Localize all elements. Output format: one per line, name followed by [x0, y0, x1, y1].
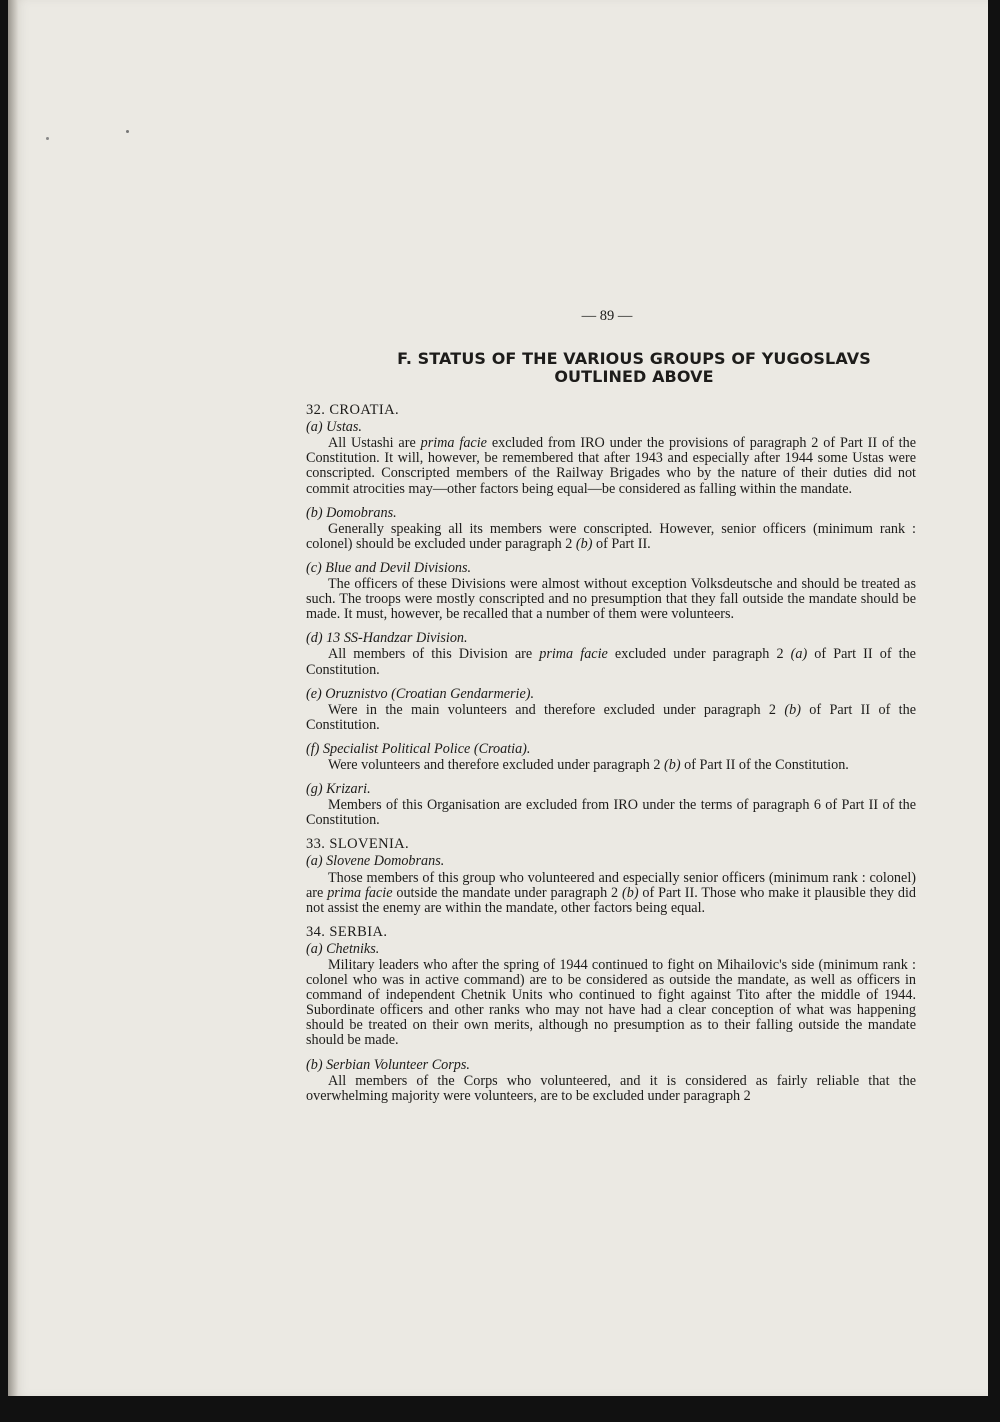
subsection-label: (a) Ustas. — [306, 419, 362, 436]
text-run: of Part II of the Constitution. — [306, 701, 916, 733]
paragraph — [306, 703, 916, 733]
paragraph — [306, 522, 916, 552]
speck — [46, 137, 49, 140]
italic-term: (b) — [784, 701, 801, 718]
subsection-label: (g) Krizari. — [306, 781, 371, 798]
subsection-label: (a) Slovene Domobrans. — [306, 853, 445, 870]
paragraph — [306, 958, 916, 1049]
italic-term: (a) — [790, 646, 808, 663]
text-run: Generally speaking all its members were conscripted. However, senior officers (minimum rank : colonel) should be excluded under paragraph 2 — [306, 520, 916, 552]
text-run: All members of this Division are — [328, 646, 540, 663]
text-run: Military leaders who after the spring of 1944 continued to fight on Mihailovic's side (minimum rank : colonel who was in active command) are to be considered as outside the mandate, as well as officers in command of independent Chetnik Units who continued to fight against Tito after the middle of 1944. Subordinate officers and other ranks who may not have had a clear conception of what was happening should be treated on their own merits, although no presumption as to their falling outside the mandate should be made. — [306, 957, 916, 1049]
subsection-label: (b) Domobrans. — [306, 504, 397, 521]
text-run: Were in the main volunteers and therefore excluded under paragraph 2 — [328, 701, 785, 718]
text-run: of Part II of the Constitution. — [306, 646, 916, 678]
page-body — [306, 309, 916, 1113]
section-title: 32. CROATIA. — [306, 402, 400, 419]
italic-term: (b) — [622, 884, 639, 901]
text-run: Members of this Organisation are excluded from IRO under the terms of paragraph 6 of Part II of the Constitution. — [306, 797, 916, 829]
speck — [126, 130, 129, 133]
paragraph — [306, 758, 916, 773]
paragraph — [306, 798, 916, 828]
italic-term: prima facie — [420, 435, 487, 452]
text-run: All members of the Corps who volunteered, and it is considered as fairly reliable that the overwhelming majority were volunteers, are to be excluded under paragraph 2 — [306, 1072, 916, 1104]
paragraph — [306, 647, 916, 677]
text-run: All Ustashi are — [328, 435, 421, 452]
paragraph — [306, 1074, 916, 1104]
text-run: of Part II. Those who make it plausible they did not assist the enemy are within the mandate, other factors being equal. — [306, 884, 917, 916]
subsection-label: (c) Blue and Devil Divisions. — [306, 559, 472, 576]
text-run: excluded under paragraph 2 — [607, 646, 791, 663]
subsection-label: (d) 13 SS-Handzar Division. — [306, 630, 468, 647]
text-run: Those members of this group who volunteered and especially senior officers (minimum rank : colonel) are — [306, 869, 916, 901]
paragraph — [306, 436, 916, 496]
heading-line: OUTLINED ABOVE — [554, 367, 714, 387]
sections — [306, 403, 916, 1104]
section-title: 33. SLOVENIA. — [306, 836, 410, 853]
text-run: of Part II. — [592, 535, 651, 552]
text-run: of Part II of the Constitution. — [680, 756, 849, 773]
italic-term: prima facie — [327, 884, 393, 901]
subsection-label: (e) Oruznistvo (Croatian Gendarmerie). — [306, 685, 535, 702]
paragraph — [306, 577, 916, 622]
italic-term: (b) — [664, 756, 681, 773]
page-number: — 89 — — [581, 308, 633, 324]
text-run: The officers of these Divisions were almost without exception Volksdeutsche and should be treated as such. The troops were mostly conscripted and no presumption that they fall outside the mandate should be made. It must, however, be recalled that a number of them were volunteers. — [306, 576, 916, 623]
section-title: 34. SERBIA. — [306, 923, 388, 940]
subsection-label: (a) Chetniks. — [306, 940, 380, 957]
italic-term: prima facie — [539, 646, 608, 663]
section-heading — [346, 350, 922, 386]
document-page — [8, 0, 988, 1396]
text-run: Were volunteers and therefore excluded under paragraph 2 — [328, 756, 665, 773]
paragraph — [306, 871, 916, 916]
heading-line: F. STATUS OF THE VARIOUS GROUPS OF YUGOSLAVS — [397, 349, 871, 369]
text-run: outside the mandate under paragraph 2 — [392, 884, 622, 901]
italic-term: (b) — [575, 535, 593, 552]
subsection-label: (b) Serbian Volunteer Corps. — [306, 1056, 470, 1073]
page-edge-shadow — [8, 0, 18, 1396]
text-run: excluded from IRO under the provisions of paragraph 2 of Part II of the Constitution. It will, however, be remembered that after 1943 and especially after 1944 some Ustas were conscripted. Conscripted members of the Railway Brigades who by the nature of their duties did not commit atrocities may—other factors being equal—be considered as falling within the mandate. — [306, 435, 917, 497]
subsection-label: (f) Specialist Political Police (Croatia). — [306, 740, 531, 757]
